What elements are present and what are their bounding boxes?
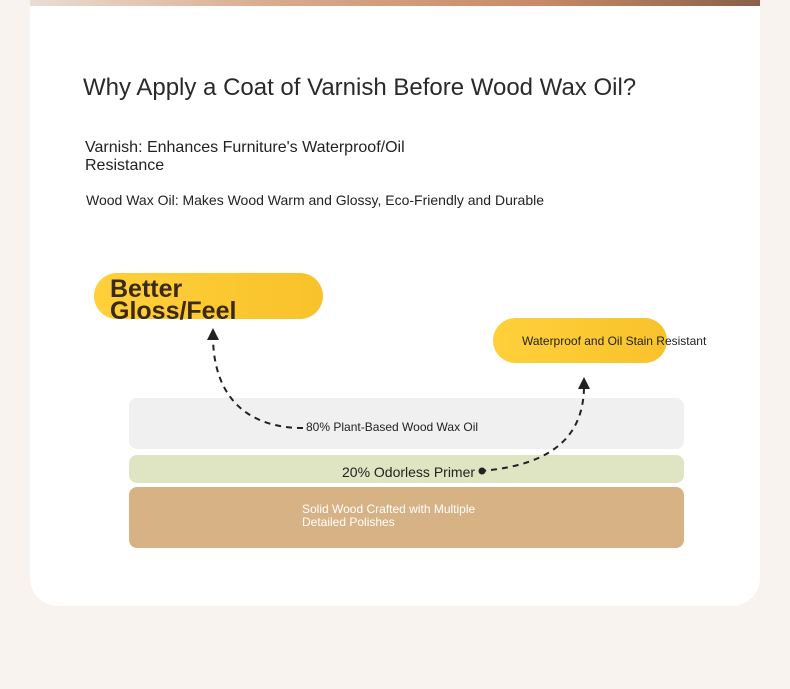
- primer-layer-label: 20% Odorless Primer: [342, 464, 476, 480]
- gloss-arrow-line: [213, 338, 303, 428]
- page-title: Why Apply a Coat of Varnish Before Wood Wax Oil?: [83, 74, 637, 101]
- solid-wood-layer-label: Solid Wood Crafted with Multiple Detailed Polishes: [302, 502, 476, 529]
- primer-anchor-dot: [479, 468, 486, 475]
- gloss-benefit-label: Better Gloss/Feel: [110, 275, 237, 325]
- varnish-description: Varnish: Enhances Furniture's Waterproof/Oil Resistance: [85, 139, 405, 174]
- waterproof-arrow-line: [480, 388, 584, 471]
- waterproof-benefit-label: Waterproof and Oil Stain Resistant: [522, 334, 707, 348]
- gloss-arrow-head: [207, 328, 219, 340]
- waterproof-arrow-head: [578, 377, 590, 389]
- wax-oil-layer-label: 80% Plant-Based Wood Wax Oil: [306, 420, 479, 434]
- wax-oil-description: Wood Wax Oil: Makes Wood Warm and Glossy, Eco-Friendly and Durable: [86, 192, 545, 208]
